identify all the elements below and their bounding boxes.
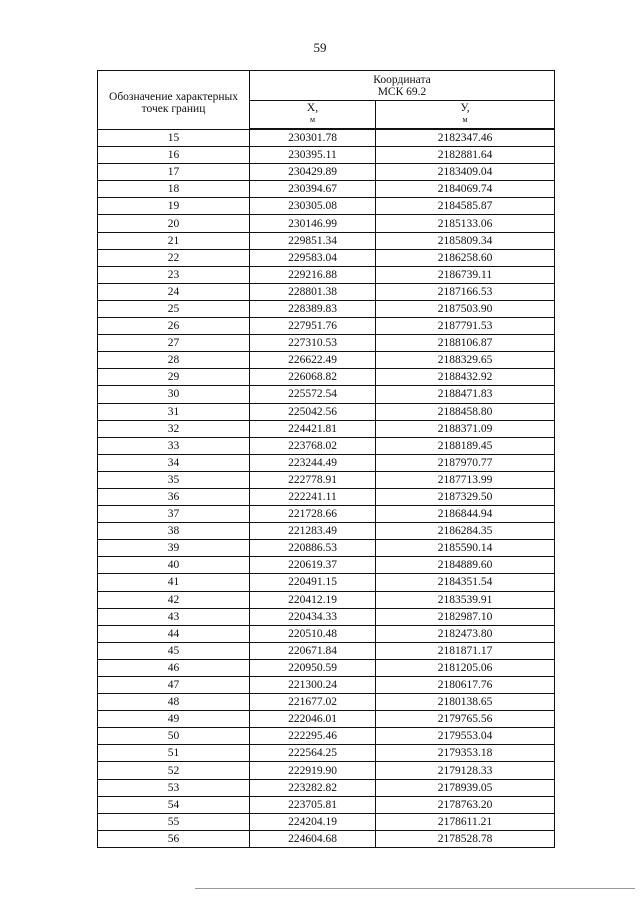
y-coordinate-cell: 2186258.60 xyxy=(376,249,555,266)
x-coordinate-cell: 220619.37 xyxy=(250,557,376,574)
y-coordinate-cell: 2181205.06 xyxy=(376,659,555,676)
point-number-cell: 45 xyxy=(98,642,250,659)
y-coordinate-cell: 2179353.18 xyxy=(376,745,555,762)
page-number: 59 xyxy=(313,40,327,55)
table-row xyxy=(98,318,555,335)
table-row xyxy=(98,625,555,642)
table-row xyxy=(98,181,555,198)
table-row xyxy=(98,677,555,694)
x-coordinate-cell: 229216.88 xyxy=(250,266,376,283)
y-coordinate-cell: 2188458.80 xyxy=(376,403,555,420)
point-number-cell: 47 xyxy=(98,677,250,694)
x-coordinate-cell: 223244.49 xyxy=(250,454,376,471)
y-coordinate-cell: 2178939.05 xyxy=(376,779,555,796)
y-coordinate-cell: 2179765.56 xyxy=(376,711,555,728)
table-row xyxy=(98,369,555,386)
coordinate-header xyxy=(250,71,555,101)
y-coordinate-cell: 2188106.87 xyxy=(376,335,555,352)
table-row xyxy=(98,813,555,830)
x-coordinate-cell: 220491.15 xyxy=(250,574,376,591)
point-number-cell: 44 xyxy=(98,625,250,642)
x-coordinate-cell: 224604.68 xyxy=(250,830,376,847)
table-row xyxy=(98,129,555,147)
y-coordinate-cell: 2187166.53 xyxy=(376,283,555,300)
bottom-divider xyxy=(195,888,635,889)
x-coordinate-cell: 223282.82 xyxy=(250,779,376,796)
point-number-cell: 54 xyxy=(98,796,250,813)
x-coordinate-cell: 228801.38 xyxy=(250,283,376,300)
point-number-cell: 37 xyxy=(98,506,250,523)
x-coordinate-cell: 222564.25 xyxy=(250,745,376,762)
point-number-cell: 24 xyxy=(98,283,250,300)
table-row xyxy=(98,352,555,369)
y-coordinate-cell: 2178528.78 xyxy=(376,830,555,847)
y-coordinate-cell: 2185590.14 xyxy=(376,540,555,557)
x-coordinate-cell: 222919.90 xyxy=(250,762,376,779)
x-coordinate-cell: 222046.01 xyxy=(250,711,376,728)
point-number-cell: 23 xyxy=(98,266,250,283)
y-coordinate-cell: 2182881.64 xyxy=(376,147,555,164)
point-number-cell: 35 xyxy=(98,471,250,488)
table-row xyxy=(98,523,555,540)
table-row xyxy=(98,557,555,574)
x-coordinate-cell: 222241.11 xyxy=(250,488,376,505)
table-row xyxy=(98,232,555,249)
y-header xyxy=(376,101,555,130)
y-coordinate-cell: 2182473.80 xyxy=(376,625,555,642)
y-coordinate-cell: 2185809.34 xyxy=(376,232,555,249)
table-row xyxy=(98,437,555,454)
table-row xyxy=(98,745,555,762)
table-row xyxy=(98,215,555,232)
y-coordinate-cell: 2180138.65 xyxy=(376,694,555,711)
x-coordinate-cell: 227951.76 xyxy=(250,318,376,335)
y-coordinate-cell: 2182347.46 xyxy=(376,129,555,147)
coordinate-label: Координата xyxy=(373,73,431,86)
point-number-cell: 29 xyxy=(98,369,250,386)
y-coordinate-cell: 2188432.92 xyxy=(376,369,555,386)
y-coordinate-cell: 2178763.20 xyxy=(376,796,555,813)
x-coordinate-cell: 230301.78 xyxy=(250,129,376,147)
y-coordinate-cell: 2187970.77 xyxy=(376,454,555,471)
x-coordinate-cell: 226068.82 xyxy=(250,369,376,386)
x-coordinate-cell: 226622.49 xyxy=(250,352,376,369)
point-number-cell: 49 xyxy=(98,711,250,728)
table-row xyxy=(98,830,555,847)
point-number-cell: 25 xyxy=(98,300,250,317)
y-coordinate-cell: 2188371.09 xyxy=(376,420,555,437)
x-coordinate-cell: 230395.11 xyxy=(250,147,376,164)
x-coordinate-cell: 225572.54 xyxy=(250,386,376,403)
table-row xyxy=(98,420,555,437)
point-number-cell: 41 xyxy=(98,574,250,591)
table-row xyxy=(98,711,555,728)
point-number-cell: 27 xyxy=(98,335,250,352)
table-row xyxy=(98,300,555,317)
x-header xyxy=(250,101,376,130)
x-coordinate-cell: 230429.89 xyxy=(250,164,376,181)
y-coordinate-cell: 2188471.83 xyxy=(376,386,555,403)
coordinates-table xyxy=(97,70,555,848)
point-number-cell: 48 xyxy=(98,694,250,711)
table-row xyxy=(98,335,555,352)
point-number-cell: 40 xyxy=(98,557,250,574)
point-number-cell: 15 xyxy=(98,129,250,147)
y-coordinate-cell: 2187329.50 xyxy=(376,488,555,505)
x-coordinate-cell: 230305.08 xyxy=(250,198,376,215)
point-number-cell: 17 xyxy=(98,164,250,181)
x-coordinate-cell: 230146.99 xyxy=(250,215,376,232)
point-number-cell: 43 xyxy=(98,608,250,625)
x-coordinate-cell: 223705.81 xyxy=(250,796,376,813)
point-number-cell: 39 xyxy=(98,540,250,557)
point-number-cell: 36 xyxy=(98,488,250,505)
point-number-cell: 51 xyxy=(98,745,250,762)
table-row xyxy=(98,249,555,266)
y-coordinate-cell: 2180617.76 xyxy=(376,677,555,694)
point-number-cell: 52 xyxy=(98,762,250,779)
point-number-cell: 22 xyxy=(98,249,250,266)
point-number-cell: 53 xyxy=(98,779,250,796)
table-row xyxy=(98,694,555,711)
x-coordinate-cell: 225042.56 xyxy=(250,403,376,420)
point-number-cell: 33 xyxy=(98,437,250,454)
y-coordinate-cell: 2187713.99 xyxy=(376,471,555,488)
point-number-cell: 20 xyxy=(98,215,250,232)
table-row xyxy=(98,540,555,557)
coordinate-system-label: МСК 69.2 xyxy=(377,85,427,98)
x-coordinate-cell: 221728.66 xyxy=(250,506,376,523)
x-coordinate-cell: 224421.81 xyxy=(250,420,376,437)
y-coordinate-cell: 2188329.65 xyxy=(376,352,555,369)
point-number-cell: 18 xyxy=(98,181,250,198)
y-coordinate-cell: 2183539.91 xyxy=(376,591,555,608)
designation-header: Обозначение характерных точек границ xyxy=(98,71,250,130)
x-coordinate-cell: 220886.53 xyxy=(250,540,376,557)
y-coordinate-cell: 2185133.06 xyxy=(376,215,555,232)
table-row xyxy=(98,642,555,659)
table-row xyxy=(98,506,555,523)
point-number-cell: 55 xyxy=(98,813,250,830)
y-label: У, xyxy=(460,102,470,114)
x-coordinate-cell: 220671.84 xyxy=(250,642,376,659)
point-number-cell: 26 xyxy=(98,318,250,335)
x-coordinate-cell: 228389.83 xyxy=(250,300,376,317)
y-coordinate-cell: 2183409.04 xyxy=(376,164,555,181)
y-coordinate-cell: 2184585.87 xyxy=(376,198,555,215)
y-coordinate-cell: 2184889.60 xyxy=(376,557,555,574)
table-row xyxy=(98,591,555,608)
x-coordinate-cell: 221677.02 xyxy=(250,694,376,711)
table-row xyxy=(98,147,555,164)
table-row xyxy=(98,403,555,420)
x-coordinate-cell: 220434.33 xyxy=(250,608,376,625)
table-row xyxy=(98,779,555,796)
table-row xyxy=(98,454,555,471)
table-row xyxy=(98,471,555,488)
x-coordinate-cell: 220412.19 xyxy=(250,591,376,608)
y-coordinate-cell: 2179128.33 xyxy=(376,762,555,779)
x-coordinate-cell: 222295.46 xyxy=(250,728,376,745)
y-coordinate-cell: 2187791.53 xyxy=(376,318,555,335)
x-coordinate-cell: 227310.53 xyxy=(250,335,376,352)
table-row xyxy=(98,728,555,745)
point-number-cell: 21 xyxy=(98,232,250,249)
y-coordinate-cell: 2181871.17 xyxy=(376,642,555,659)
point-number-cell: 19 xyxy=(98,198,250,215)
x-coordinate-cell: 221300.24 xyxy=(250,677,376,694)
x-coordinate-cell: 229583.04 xyxy=(250,249,376,266)
point-number-cell: 31 xyxy=(98,403,250,420)
y-coordinate-cell: 2186739.11 xyxy=(376,266,555,283)
table-row xyxy=(98,266,555,283)
table-row xyxy=(98,488,555,505)
x-coordinate-cell: 229851.34 xyxy=(250,232,376,249)
point-number-cell: 50 xyxy=(98,728,250,745)
point-number-cell: 42 xyxy=(98,591,250,608)
point-number-cell: 32 xyxy=(98,420,250,437)
x-label: Х, xyxy=(306,102,319,114)
x-coordinate-cell: 221283.49 xyxy=(250,523,376,540)
table-row xyxy=(98,283,555,300)
point-number-cell: 28 xyxy=(98,352,250,369)
x-coordinate-cell: 230394.67 xyxy=(250,181,376,198)
y-coordinate-cell: 2178611.21 xyxy=(376,813,555,830)
table-row xyxy=(98,574,555,591)
table-row xyxy=(98,198,555,215)
x-unit: м xyxy=(309,115,316,124)
x-coordinate-cell: 222778.91 xyxy=(250,471,376,488)
table-row xyxy=(98,608,555,625)
table-body xyxy=(98,129,555,847)
table-row xyxy=(98,762,555,779)
point-number-cell: 46 xyxy=(98,659,250,676)
x-coordinate-cell: 220510.48 xyxy=(250,625,376,642)
point-number-cell: 38 xyxy=(98,523,250,540)
y-unit: м xyxy=(462,115,468,124)
y-coordinate-cell: 2184351.54 xyxy=(376,574,555,591)
x-coordinate-cell: 224204.19 xyxy=(250,813,376,830)
y-coordinate-cell: 2187503.90 xyxy=(376,300,555,317)
point-number-cell: 30 xyxy=(98,386,250,403)
y-coordinate-cell: 2184069.74 xyxy=(376,181,555,198)
table-row xyxy=(98,386,555,403)
point-number-cell: 56 xyxy=(98,830,250,847)
y-coordinate-cell: 2186844.94 xyxy=(376,506,555,523)
x-coordinate-cell: 220950.59 xyxy=(250,659,376,676)
y-coordinate-cell: 2188189.45 xyxy=(376,437,555,454)
point-number-cell: 34 xyxy=(98,454,250,471)
table-row xyxy=(98,796,555,813)
table-row xyxy=(98,164,555,181)
table-row xyxy=(98,659,555,676)
point-number-cell: 16 xyxy=(98,147,250,164)
x-coordinate-cell: 223768.02 xyxy=(250,437,376,454)
y-coordinate-cell: 2179553.04 xyxy=(376,728,555,745)
y-coordinate-cell: 2182987.10 xyxy=(376,608,555,625)
y-coordinate-cell: 2186284.35 xyxy=(376,523,555,540)
table-header xyxy=(98,71,555,130)
